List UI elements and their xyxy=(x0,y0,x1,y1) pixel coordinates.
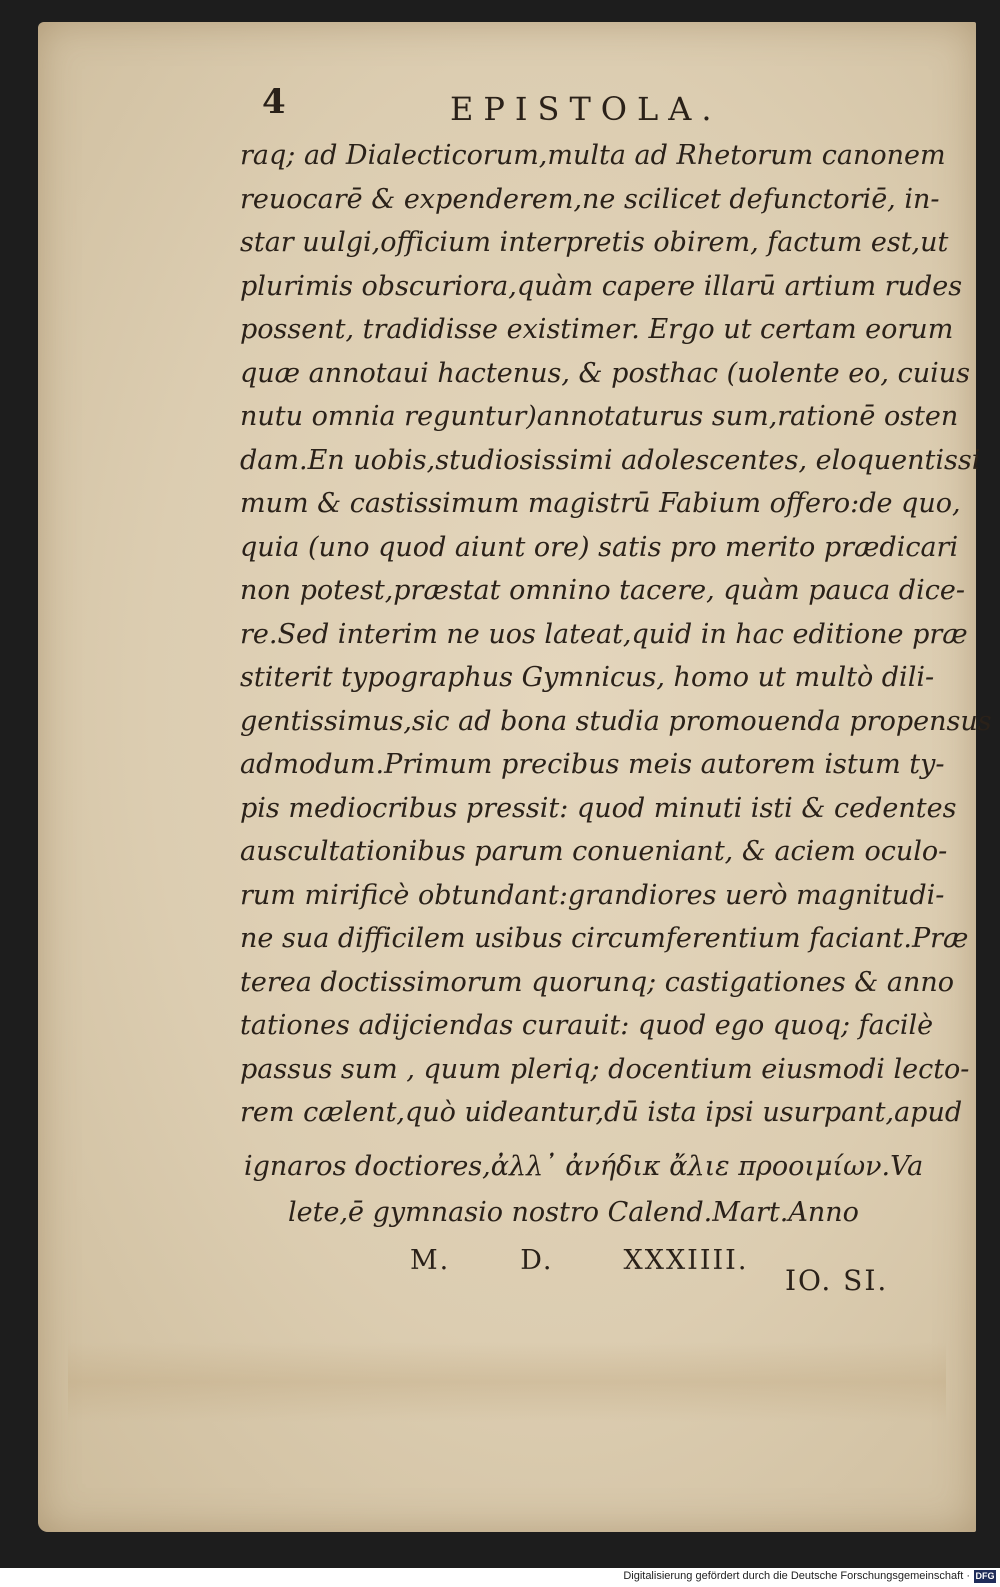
footer-bar xyxy=(0,1568,1000,1587)
text-line: re.Sed interim ne uos lateat,quid in hac editione præ xyxy=(240,618,968,650)
text-line: raq; ad Dialecticorum,multa ad Rhetorum canonem xyxy=(240,140,946,171)
text-line: terea doctissimorum quorunq; castigationes & anno xyxy=(240,966,955,998)
text-line: ne sua difficilem usibus circumferentium faciant.Præ xyxy=(240,923,969,954)
text-line: rem cælent,quò uideantur,dū ista ipsi usurpant,apud xyxy=(240,1097,963,1128)
year-part: D. xyxy=(520,1245,554,1276)
text-line: dam.En uobis,studiosissimi adolescentes, eloquentissi xyxy=(240,444,981,476)
text-line: nutu omnia reguntur)annotaturus sum,rationē osten xyxy=(240,401,959,432)
closing-line: lete,ē gymnasio nostro Calend.Mart.Anno xyxy=(288,1197,859,1228)
text-line: auscultationibus parum conueniant, & aciem oculo- xyxy=(240,836,948,867)
text-line: admodum.Primum precibus meis autorem istum ty- xyxy=(240,749,945,780)
text-line: tationes adijciendas curauit: quod ego quoq; facilè xyxy=(240,1010,934,1041)
text-line: quæ annotaui hactenus, & posthac (uolente eo, cuius xyxy=(240,357,970,389)
text-line: non potest,præstat omnino tacere, quàm pauca dice- xyxy=(240,575,965,606)
text-line: pis mediocribus pressit: quod minuti isti & cedentes xyxy=(240,792,957,824)
signature: IO. SI. xyxy=(785,1264,889,1297)
year-part: XXXIIII. xyxy=(623,1245,749,1276)
closing-line: ignaros doctiores,ἀλλ᾽ ἀνήδικ ἄλιε προοιμίων.Va xyxy=(244,1151,924,1182)
epistle-body xyxy=(240,134,992,1135)
text-line: mum & castissimum magistrū Fabium offero:de quo, xyxy=(240,488,961,519)
page-number: 4 xyxy=(262,82,286,122)
text-line: passus sum , quum pleriq; docentium eiusmodi lecto- xyxy=(240,1053,970,1085)
text-line: quia (uno quod aiunt ore) satis pro merito prædicari xyxy=(240,531,959,563)
year-part: M. xyxy=(410,1245,451,1276)
text-line: star uulgi,officium interpretis obirem, factum est,ut xyxy=(240,227,949,258)
epistle-closing xyxy=(232,1144,922,1284)
text-line: plurimis obscuriora,quàm capere illarū artium rudes xyxy=(240,270,963,302)
funding-credit: Digitalisierung gefördert durch die Deutsche Forschungsgemeinschaft · xyxy=(623,1570,970,1582)
running-head: EPISTOLA. xyxy=(450,90,722,128)
dfg-logo: DFG xyxy=(975,1571,995,1581)
text-line: gentissimus,sic ad bona studia promouenda propensus xyxy=(240,705,992,737)
text-line: possent, tradidisse existimer. Ergo ut certam eorum xyxy=(240,314,954,345)
text-line: reuocarē & expenderem,ne scilicet defunctoriē, in- xyxy=(240,183,940,215)
text-line: rum mirificè obtundant:grandiores uerò magnitudi- xyxy=(240,879,945,911)
text-line: stiterit typographus Gymnicus, homo ut multò dili- xyxy=(240,662,935,693)
